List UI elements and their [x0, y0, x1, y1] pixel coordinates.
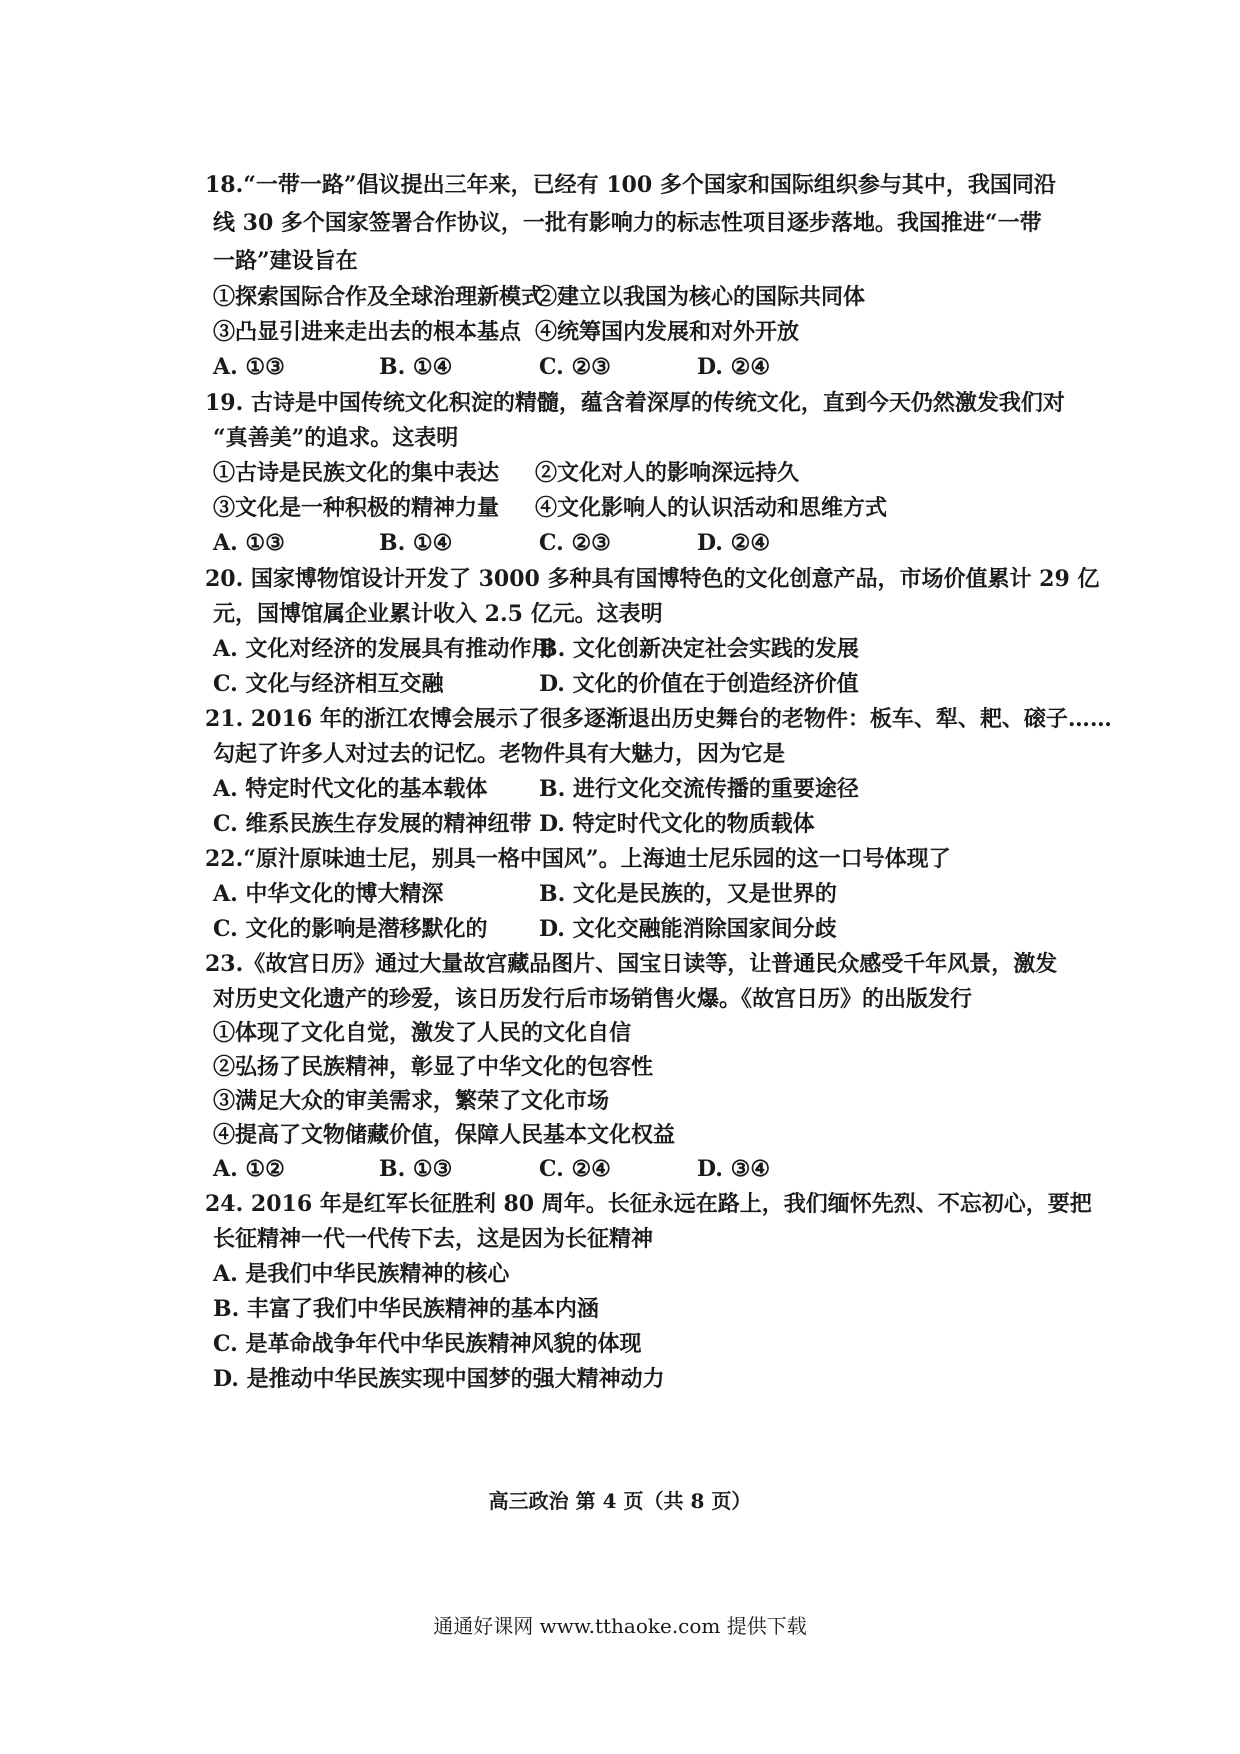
q21-choice-d: D. 特定时代文化的物质载体	[539, 811, 815, 837]
q20-choice-a: A. 文化对经济的发展具有推动作用	[213, 636, 554, 662]
q20-line-1: 20. 国家博物馆设计开发了 3000 多种具有国博特色的文化创意产品，市场价值累计 29 亿	[205, 566, 1100, 592]
q20-choice-c: C. 文化与经济相互交融	[213, 671, 444, 697]
q21-line-2: 勾起了许多人对过去的记忆。老物件具有大魅力，因为它是	[213, 741, 786, 767]
q21-line-1: 21. 2016 年的浙江农博会展示了很多逐渐退出历史舞台的老物件：板车、犁、耙、磙子……	[205, 706, 1112, 732]
q18-item-3: ③凸显引进来走出去的根本基点	[213, 319, 522, 345]
q24-choice-d: D. 是推动中华民族实现中国梦的强大精神动力	[213, 1366, 665, 1392]
q19-line-1: 19. 古诗是中国传统文化积淀的精髓，蕴含着深厚的传统文化，直到今天仍然激发我们对	[205, 390, 1065, 416]
q18-line-3: 一路”建设旨在	[213, 248, 358, 274]
q19-choice-d: D. ②④	[697, 530, 771, 556]
q19-item-1: ①古诗是民族文化的集中表达	[213, 460, 500, 486]
q21-choice-a: A. 特定时代文化的基本载体	[213, 776, 488, 802]
q22-choice-b: B. 文化是民族的，又是世界的	[539, 881, 837, 907]
q18-line-1: 18.“一带一路”倡议提出三年来，已经有 100 多个国家和国际组织参与其中，我国同沿	[205, 172, 1056, 198]
q19-choice-c: C. ②③	[539, 530, 611, 556]
q19-item-4: ④文化影响人的认识活动和思维方式	[535, 495, 888, 521]
q18-item-2: ②建立以我国为核心的国际共同体	[535, 284, 866, 310]
q22-line-1: 22.“原汁原味迪士尼，别具一格中国风”。上海迪士尼乐园的这一口号体现了	[205, 846, 951, 872]
q20-choice-b: B. 文化创新决定社会实践的发展	[539, 636, 859, 662]
q19-choice-b: B. ①④	[379, 530, 453, 556]
q18-choice-b: B. ①④	[379, 354, 453, 380]
q18-line-2: 线 30 多个国家签署合作协议，一批有影响力的标志性项目逐步落地。我国推进“一带	[213, 210, 1042, 236]
q18-item-1: ①探索国际合作及全球治理新模式	[213, 284, 544, 310]
q24-choice-a: A. 是我们中华民族精神的核心	[213, 1261, 510, 1287]
q20-choice-d: D. 文化的价值在于创造经济价值	[539, 671, 859, 697]
q19-item-3: ③文化是一种积极的精神力量	[213, 495, 500, 521]
q19-item-2: ②文化对人的影响深远持久	[535, 460, 800, 486]
q23-item-3: ③满足大众的审美需求，繁荣了文化市场	[213, 1088, 610, 1114]
q23-choice-a: A. ①②	[213, 1156, 285, 1182]
q23-line-1: 23.《故宫日历》通过大量故宫藏品图片、国宝日读等，让普通民众感受千年风景，激发	[205, 951, 1058, 977]
q23-item-4: ④提高了文物储藏价值，保障人民基本文化权益	[213, 1122, 676, 1148]
q22-choice-a: A. 中华文化的博大精深	[213, 881, 444, 907]
q19-choice-a: A. ①③	[213, 530, 285, 556]
q22-choice-c: C. 文化的影响是潜移默化的	[213, 916, 488, 942]
q20-line-2: 元，国博馆属企业累计收入 2.5 亿元。这表明	[213, 601, 663, 627]
q24-line-2: 长征精神一代一代传下去，这是因为长征精神	[213, 1226, 654, 1252]
q22-choice-d: D. 文化交融能消除国家间分歧	[539, 916, 837, 942]
q19-line-2: “真善美”的追求。这表明	[213, 425, 459, 451]
page-footer: 高三政治 第 4 页（共 8 页）	[488, 1489, 752, 1513]
q23-item-2: ②弘扬了民族精神，彰显了中华文化的包容性	[213, 1054, 654, 1080]
q24-choice-b: B. 丰富了我们中华民族精神的基本内涵	[213, 1296, 599, 1322]
q21-choice-c: C. 维系民族生存发展的精神纽带	[213, 811, 532, 837]
q21-choice-b: B. 进行文化交流传播的重要途径	[539, 776, 859, 802]
q18-choice-c: C. ②③	[539, 354, 611, 380]
q18-choice-a: A. ①③	[213, 354, 285, 380]
q23-line-2: 对历史文化遗产的珍爱，该日历发行后市场销售火爆。《故宫日历》的出版发行	[213, 986, 973, 1012]
source-credit: 通通好课网 www.tthaoke.com 提供下载	[433, 1614, 807, 1638]
q18-choice-d: D. ②④	[697, 354, 771, 380]
q24-choice-c: C. 是革命战争年代中华民族精神风貌的体现	[213, 1331, 642, 1357]
q18-item-4: ④统筹国内发展和对外开放	[535, 319, 800, 345]
q23-choice-b: B. ①③	[379, 1156, 453, 1182]
q23-choice-c: C. ②④	[539, 1156, 611, 1182]
q23-item-1: ①体现了文化自觉，激发了人民的文化自信	[213, 1020, 632, 1046]
q24-line-1: 24. 2016 年是红军长征胜利 80 周年。长征永远在路上，我们缅怀先烈、不忘初心，要把	[205, 1191, 1092, 1217]
q23-choice-d: D. ③④	[697, 1156, 771, 1182]
